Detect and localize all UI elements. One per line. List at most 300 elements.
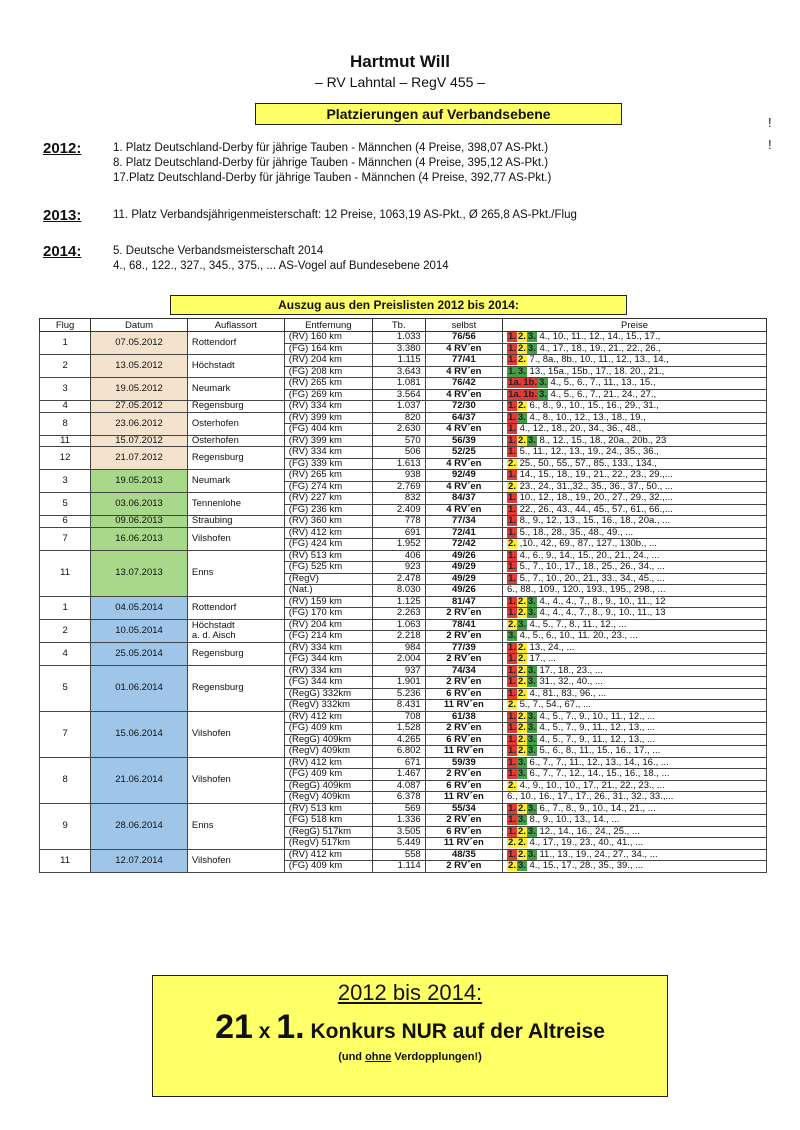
cell-preise [503, 366, 767, 378]
preise-list: 6., 88., 109., 120., 193., 195., 298., ... [507, 584, 666, 596]
cell-datum: 07.05.2012 [91, 332, 188, 355]
cell-preise [503, 769, 767, 781]
preise-list: 17., 18., 23., ... [536, 665, 603, 676]
year-2014-line: 5. Deutsche Verbandsmeisterschaft 2014 [113, 245, 324, 257]
cell-tb: 671 [372, 757, 425, 769]
summary-one: 1. [276, 1008, 305, 1046]
preise-list: 13., 15a., 15b., 17., 18. 20., 21., [526, 366, 665, 377]
cell-tb: 2.478 [372, 573, 425, 585]
rank-badge: 1. [508, 492, 516, 504]
cell-datum: 19.05.2013 [91, 470, 188, 493]
cell-selbst: 76/56 [425, 332, 502, 344]
rank-badge: 3. [527, 343, 536, 354]
cell-tb: 1.125 [372, 596, 425, 608]
cell-tb: 570 [372, 435, 425, 447]
cell-selbst: 78/41 [425, 619, 502, 631]
rank-badge: 3. [527, 803, 536, 814]
cell-datum: 23.06.2012 [91, 412, 188, 435]
table-row [40, 803, 767, 815]
rank-badge: 1. [508, 642, 516, 653]
cell-preise [503, 458, 767, 470]
table-body [40, 332, 767, 873]
rank-badge: 1. [508, 688, 516, 699]
cell-flug: 8 [40, 412, 91, 435]
cell-tb: 1.081 [372, 378, 425, 390]
preise-list: 13., 24., ... [526, 642, 575, 653]
cell-datum: 27.05.2012 [91, 401, 188, 413]
auflassort-name: Osterhofen [191, 435, 239, 446]
cell-selbst: 81/47 [425, 596, 502, 608]
cell-preise [503, 631, 767, 643]
rank-badge: 1. [508, 653, 516, 665]
cell-selbst: 2 RV´en [425, 723, 502, 735]
cell-auflassort [187, 516, 284, 528]
cell-entfernung: (RegG) 409km [284, 780, 372, 792]
cell-flug: 1 [40, 332, 91, 355]
cell-preise [503, 332, 767, 344]
cell-datum: 13.07.2013 [91, 550, 188, 596]
cell-entfernung: (RegG) 409km [284, 734, 372, 746]
table-row [40, 516, 767, 528]
preise-list: 4., 5., 7., 9., 11., 12., 13., ... [536, 722, 655, 734]
cell-entfernung: (RV) 513 km [284, 803, 372, 815]
preise-list: 4., 5., 7., 9., 10., 11., 12., ... [536, 711, 655, 722]
rank-badge: 3. [538, 389, 547, 400]
rank-badge: 1. [508, 803, 516, 814]
rank-badge: 1. [508, 722, 516, 734]
rank-badge: 1. [508, 400, 516, 412]
preise-list: 5., 11., 12., 13., 19., 24., 35., 36., [516, 446, 659, 458]
preise-list: 5., 7., 10., 20., 21., 33., 34., 45., ... [516, 573, 665, 584]
cell-tb: 984 [372, 642, 425, 654]
cell-selbst: 4 RV´en [425, 481, 502, 493]
rank-badge: 1. [508, 343, 516, 354]
cell-preise [503, 642, 767, 654]
auflassort-name: Enns [191, 567, 214, 578]
preise-list: 6., 7., 7., 12., 14., 15., 16., 18., ... [526, 768, 670, 780]
rank-badge: 1. [508, 757, 516, 768]
cell-auflassort [187, 470, 284, 493]
cell-selbst: 77/39 [425, 642, 502, 654]
rank-badge: 1. [508, 354, 516, 366]
cell-entfernung: (FG) 269 km [284, 389, 372, 401]
cell-selbst: 76/42 [425, 378, 502, 390]
cell-selbst: 2 RV´en [425, 631, 502, 643]
preise-list: 6., 10., 16., 17., 17., 26., 31., 32., 33.,... [507, 791, 674, 803]
rank-badge: 3. [517, 757, 526, 768]
cell-preise [503, 838, 767, 850]
cell-preise [503, 665, 767, 677]
preise-list: 4., 5., 6., 10., 11. 20., 23., ... [516, 630, 638, 642]
col-header-tb: Tb. [372, 319, 425, 332]
cell-flug: 7 [40, 711, 91, 757]
col-header-preise: Preise [503, 319, 767, 332]
preise-list: 8., 12., 15., 18., 20a., 20b., 23 [536, 435, 667, 446]
cell-selbst: 77/41 [425, 355, 502, 367]
cell-tb: 3.380 [372, 343, 425, 355]
rank-badge: 1b. [523, 377, 537, 389]
cell-auflassort [187, 435, 284, 447]
cell-preise [503, 378, 767, 390]
table-row [40, 550, 767, 562]
rank-badge: 1. [508, 711, 516, 722]
cell-selbst: 49/26 [425, 585, 502, 597]
preise-list: 6., 7., 8., 9., 10., 14., 21., ... [536, 803, 656, 814]
cell-datum: 25.05.2014 [91, 642, 188, 665]
preise-list: 5., 7., 54., 67., ... [516, 699, 591, 711]
cell-tb: 691 [372, 527, 425, 539]
year-2012-line: 1. Platz Deutschland-Derby für jährige Tauben - Männchen (4 Preise, 398,07 AS-Pkt.) [113, 142, 549, 154]
preise-list: 4., 5., 7., 9., 11., 12., 13., ... [536, 734, 655, 745]
preise-list: 12., 14., 16., 24., 25., ... [536, 826, 640, 837]
cell-preise [503, 688, 767, 700]
preise-list: 4., 5., 6., 7., 11., 13., 15., [547, 377, 656, 389]
rank-badge: 1. [508, 676, 516, 688]
auflassort-name: Straubing [191, 515, 233, 527]
cell-selbst: 6 RV´en [425, 734, 502, 746]
cell-entfernung: (FG) 525 km [284, 562, 372, 574]
cell-auflassort [187, 332, 284, 355]
cell-flug: 2 [40, 355, 91, 378]
cell-tb: 1.336 [372, 815, 425, 827]
auflassort-name: Regensburg [191, 647, 244, 659]
summary-x: x [252, 1020, 277, 1043]
preise-list: 6., 7., 7., 11., 12., 13., 14., 16., ... [526, 757, 669, 768]
rank-badge: 2. [508, 538, 516, 550]
rank-badge: 2. [517, 826, 526, 837]
cell-selbst: 6 RV´en [425, 688, 502, 700]
year-2012-label: 2012: [43, 140, 82, 157]
cell-selbst: 74/34 [425, 665, 502, 677]
rank-badge: 2. [517, 607, 526, 619]
cell-entfernung: (RV) 334 km [284, 401, 372, 413]
cell-flug: 11 [40, 849, 91, 872]
cell-auflassort [187, 378, 284, 401]
rank-badge: 3. [538, 377, 547, 389]
rank-badge: 2. [508, 860, 516, 872]
rank-badge: 2. [508, 481, 516, 492]
cell-selbst: 61/38 [425, 711, 502, 723]
cell-entfernung: (RegV) [284, 573, 372, 585]
table-row [40, 435, 767, 447]
table-row [40, 493, 767, 505]
rank-badge: 3. [527, 722, 536, 734]
rank-badge: 3. [527, 745, 536, 757]
rank-badge: 2. [517, 665, 526, 676]
cell-entfernung: (RV) 412 km [284, 711, 372, 723]
table-header-row [40, 319, 767, 332]
rank-badge: 1. [508, 768, 516, 780]
cell-entfernung: (RV) 399 km [284, 435, 372, 447]
cell-tb: 3.505 [372, 826, 425, 838]
rank-badge: 1. [508, 596, 516, 607]
rank-badge: 3. [517, 619, 526, 630]
cell-datum: 21.07.2012 [91, 447, 188, 470]
cell-selbst: 2 RV´en [425, 654, 502, 666]
rank-badge: 2. [517, 722, 526, 734]
cell-selbst: 11 RV´en [425, 746, 502, 758]
rank-badge: 1. [508, 734, 516, 745]
cell-selbst: 11 RV´en [425, 838, 502, 850]
preise-list: 4., 5., 7., 8., 11., 12., ... [526, 619, 627, 630]
cell-preise [503, 654, 767, 666]
rank-badge: 1. [508, 366, 516, 377]
cell-preise [503, 677, 767, 689]
summary-note-pre: (und [338, 1051, 366, 1063]
cell-selbst: 52/25 [425, 447, 502, 459]
cell-tb: 2.263 [372, 608, 425, 620]
cell-preise [503, 493, 767, 505]
rank-badge: 1. [508, 504, 516, 515]
rank-badge: 1. [508, 435, 516, 446]
auflassort-name: Vilshofen [191, 728, 231, 739]
cell-entfernung: (RegG) 332km [284, 688, 372, 700]
rank-badge: 3. [527, 711, 536, 722]
cell-flug: 6 [40, 516, 91, 528]
auflassort-name: Neumark [191, 475, 231, 486]
cell-selbst: 72/42 [425, 539, 502, 551]
preise-list: 25., 50., 55., 57., 85., 133., 134., [516, 458, 657, 469]
rank-badge: 2. [517, 803, 526, 814]
table-row [40, 711, 767, 723]
col-header-selbst: selbst [425, 319, 502, 332]
preise-list: 5., 18., 28., 35., 48., 49., ... [516, 527, 634, 538]
rank-badge: 1a. [508, 377, 522, 389]
cell-selbst: 2 RV´en [425, 769, 502, 781]
cell-datum: 21.06.2014 [91, 757, 188, 803]
cell-flug: 4 [40, 401, 91, 413]
cell-flug: 11 [40, 550, 91, 596]
cell-preise [503, 470, 767, 482]
page-subtitle: – RV Lahntal – RegV 455 – [314, 74, 486, 90]
auflassort-name: Vilshofen [191, 854, 231, 866]
cell-tb: 2.630 [372, 424, 425, 436]
rank-badge: 1. [508, 561, 516, 573]
rank-badge: 2. [517, 688, 526, 699]
cell-tb: 8.431 [372, 700, 425, 712]
cell-selbst: 4 RV´en [425, 424, 502, 436]
cell-selbst: 2 RV´en [425, 861, 502, 873]
rank-badge: 3. [527, 849, 536, 860]
summary-box [152, 975, 668, 1097]
cell-tb: 1.115 [372, 355, 425, 367]
preise-list: 11., 13., 19., 24., 27., 34., ... [536, 849, 658, 860]
cell-tb: 708 [372, 711, 425, 723]
cell-datum: 28.06.2014 [91, 803, 188, 849]
cell-tb: 3.564 [372, 389, 425, 401]
cell-tb: 406 [372, 550, 425, 562]
table-row [40, 642, 767, 654]
cell-tb: 938 [372, 470, 425, 482]
cell-selbst: 4 RV´en [425, 458, 502, 470]
cell-auflassort [187, 665, 284, 711]
preise-list: 4., 17., 18., 19., 21., 22., 26., [536, 343, 661, 354]
cell-selbst: 64/37 [425, 412, 502, 424]
rank-badge: 2. [517, 331, 526, 343]
cell-preise [503, 849, 767, 861]
cell-datum: 01.06.2014 [91, 665, 188, 711]
rank-badge: 1. [508, 331, 516, 343]
rank-badge: 3. [527, 665, 536, 676]
auflassort-name: Tennenlohe [191, 498, 242, 509]
cell-entfernung: (RegG) 517km [284, 826, 372, 838]
cell-tb: 4.265 [372, 734, 425, 746]
auflassort-name-line2: a. d. Aisch [191, 629, 236, 641]
rank-badge: 1. [508, 849, 516, 860]
rank-badge: 2. [508, 699, 516, 711]
preise-list: ,10., 42., 69., 87., 127., 130b., ... [516, 538, 657, 550]
cell-preise [503, 504, 767, 516]
cell-preise [503, 826, 767, 838]
cell-selbst: 11 RV´en [425, 700, 502, 712]
rank-badge: 1. [508, 515, 516, 527]
cell-preise [503, 792, 767, 804]
cell-tb: 6.378 [372, 792, 425, 804]
preise-list: 22., 26., 43., 44., 45., 57., 61., 66.,... [516, 504, 673, 515]
cell-preise [503, 723, 767, 735]
cell-auflassort [187, 642, 284, 665]
cell-selbst: 2 RV´en [425, 677, 502, 689]
cell-entfernung: (RV) 160 km [284, 332, 372, 344]
preise-list: 31., 32., 40., ... [536, 676, 603, 688]
cell-tb: 1.952 [372, 539, 425, 551]
cell-entfernung: (RV) 399 km [284, 412, 372, 424]
auflassort-name: Regensburg [191, 452, 244, 463]
cell-entfernung: (RV) 265 km [284, 378, 372, 390]
summary-headline [153, 1008, 667, 1047]
cell-entfernung: (RV) 227 km [284, 493, 372, 505]
cell-preise [503, 585, 767, 597]
cell-selbst: 72/41 [425, 527, 502, 539]
preise-list: 8., 9., 10., 13., 14., ... [526, 814, 620, 826]
table-row [40, 412, 767, 424]
rank-badge: 3. [517, 768, 526, 780]
cell-selbst: 48/35 [425, 849, 502, 861]
year-2013-line: 11. Platz Verbandsjährigenmeisterschaft: 12 Preise, 1063,19 AS-Pkt., Ø 265,8 AS-Pkt./Flug [113, 209, 577, 221]
cell-entfernung: (RV) 265 km [284, 470, 372, 482]
cell-datum: 03.06.2013 [91, 493, 188, 516]
cell-selbst: 59/39 [425, 757, 502, 769]
cell-preise [503, 608, 767, 620]
table-row [40, 401, 767, 413]
cell-entfernung: (FG) 214 km [284, 631, 372, 643]
cell-selbst: 11 RV´en [425, 792, 502, 804]
auflassort-name: Vilshofen [191, 774, 231, 785]
col-header-datum: Datum [91, 319, 188, 332]
cell-selbst: 6 RV´en [425, 826, 502, 838]
cell-entfernung: (RV) 334 km [284, 447, 372, 459]
cell-flug: 9 [40, 803, 91, 849]
rank-badge: 1. [508, 665, 516, 676]
cell-entfernung: (FG) 344 km [284, 654, 372, 666]
cell-entfernung: (RV) 334 km [284, 642, 372, 654]
cell-entfernung: (FG) 208 km [284, 366, 372, 378]
rank-badge: 3. [527, 734, 536, 745]
rank-badge: 1. [508, 814, 516, 826]
cell-preise [503, 803, 767, 815]
rank-badge: 1. [508, 607, 516, 619]
cell-entfernung: (FG) 409 km [284, 723, 372, 735]
cell-flug: 3 [40, 378, 91, 401]
cell-tb: 1.033 [372, 332, 425, 344]
table-row [40, 596, 767, 608]
auflassort-name: Regensburg [191, 682, 244, 693]
cell-preise [503, 424, 767, 436]
cell-selbst: 84/37 [425, 493, 502, 505]
preise-list: 4., 10., 11., 12., 14., 15., 17., [536, 331, 661, 343]
rank-badge: 1. [508, 527, 516, 538]
table-row [40, 665, 767, 677]
cell-entfernung: (RV) 159 km [284, 596, 372, 608]
cell-auflassort [187, 757, 284, 803]
cell-tb: 2.409 [372, 504, 425, 516]
preise-list: 4., 81., 83., 96., ... [526, 688, 607, 699]
cell-entfernung: (FG) 404 km [284, 424, 372, 436]
cell-selbst: 4 RV´en [425, 389, 502, 401]
rank-badge: 2. [508, 619, 516, 630]
rank-badge: 3. [527, 596, 536, 607]
cell-entfernung: (FG) 274 km [284, 481, 372, 493]
year-2012-line: 8. Platz Deutschland-Derby für jährige Tauben - Männchen (4 Preise, 395,12 AS-Pkt.) [113, 157, 549, 169]
cell-datum: 04.05.2014 [91, 596, 188, 619]
cell-tb: 1.901 [372, 677, 425, 689]
year-2014-lines [113, 244, 449, 274]
cell-selbst: 49/29 [425, 573, 502, 585]
cell-auflassort [187, 596, 284, 619]
cell-preise [503, 539, 767, 551]
rank-badge: 1. [508, 446, 516, 458]
preise-list: 7., 8a., 8b., 10., 11., 12., 13., 14., [526, 354, 669, 366]
cell-entfernung: (RegV) 517km [284, 838, 372, 850]
rank-badge: 2. [517, 642, 526, 653]
cell-tb: 5.236 [372, 688, 425, 700]
rank-badge: 1. [508, 469, 516, 481]
cell-tb: 1.467 [372, 769, 425, 781]
cell-entfernung: (RV) 360 km [284, 516, 372, 528]
auflassort-name: Regensburg [191, 400, 244, 412]
cell-datum: 15.06.2014 [91, 711, 188, 757]
cell-entfernung: (FG) 344 km [284, 677, 372, 689]
cell-entfernung: (RV) 334 km [284, 665, 372, 677]
year-2013-lines [113, 208, 577, 223]
rank-badge: 2. [517, 676, 526, 688]
cell-entfernung: (FG) 518 km [284, 815, 372, 827]
auflassort-name: Vilshofen [191, 532, 231, 544]
cell-preise [503, 447, 767, 459]
cell-auflassort [187, 619, 284, 642]
rank-badge: 3. [527, 331, 536, 343]
cell-entfernung: (FG) 170 km [284, 608, 372, 620]
cell-entfernung: (FG) 236 km [284, 504, 372, 516]
rank-badge: 3. [527, 826, 536, 837]
cell-selbst: 49/29 [425, 562, 502, 574]
cell-preise [503, 861, 767, 873]
cell-preise [503, 527, 767, 539]
cell-preise [503, 355, 767, 367]
cell-entfernung: (RegV) 409km [284, 792, 372, 804]
rank-badge: 1. [508, 745, 516, 757]
preise-list: 14., 15., 18., 19., 21., 22., 23., 29.,... [516, 469, 673, 481]
cell-datum: 15.07.2012 [91, 435, 188, 447]
auszug-heading: Auszug aus den Preislisten 2012 bis 2014: [170, 295, 627, 315]
auflassort-name: Höchstadt [191, 360, 235, 371]
table-row [40, 849, 767, 861]
rank-badge: 2. [517, 354, 526, 366]
cell-flug: 1 [40, 596, 91, 619]
cell-preise [503, 343, 767, 355]
rank-badge: 1. [508, 550, 516, 561]
table-row [40, 378, 767, 390]
